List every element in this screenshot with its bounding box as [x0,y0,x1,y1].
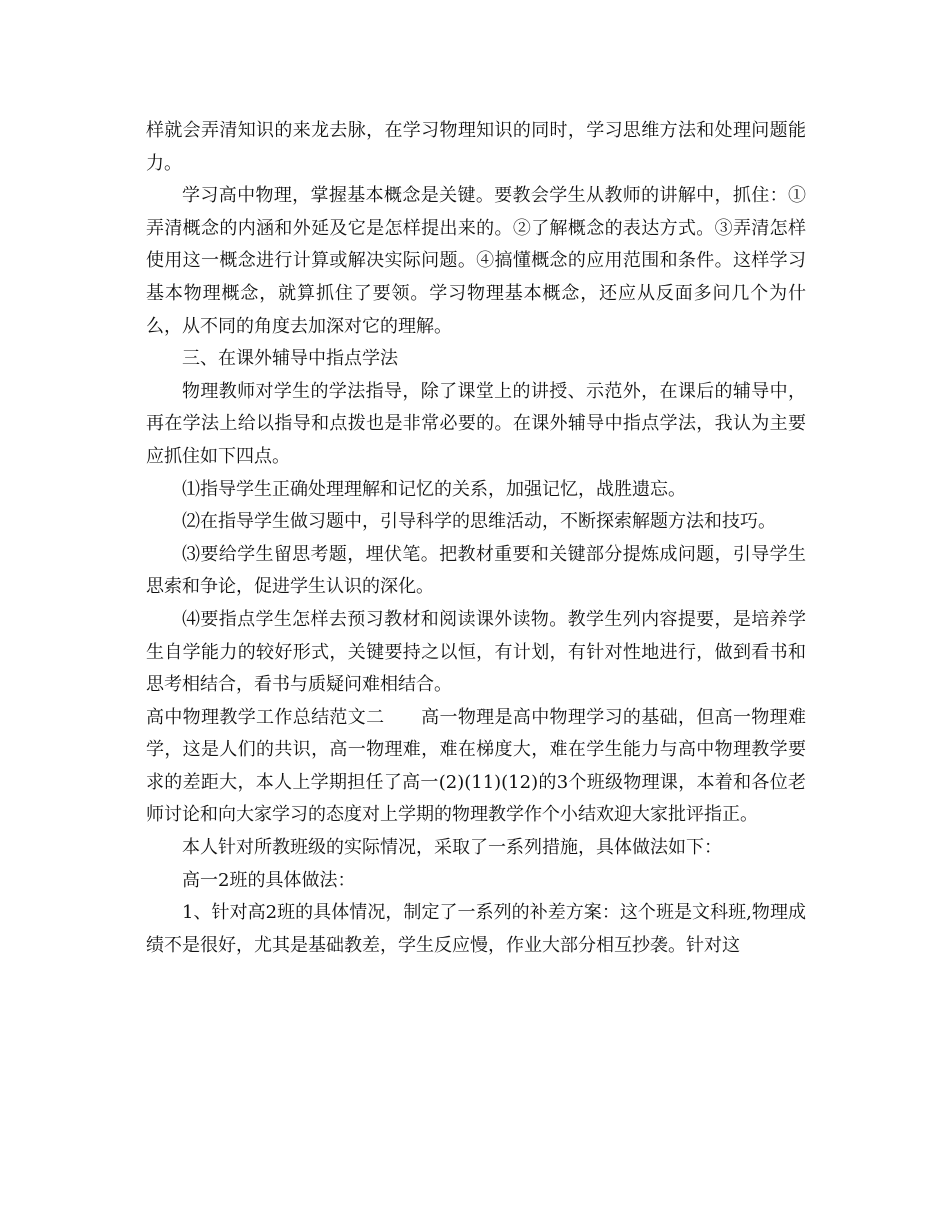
paragraph-measures: 本人针对所教班级的实际情况，采取了一系列措施，具体做法如下： [182,837,722,859]
paragraph-2: 学习高中物理，掌握基本概念是关键。要教会学生从教师的讲解中，抓住：①弄清概念的内涵和外延及它是怎样提出来的。②了解概念的表达方式。③弄清怎样使用这一概念进行计算或解决实际问题。④搞懂概念的应用范围和条件。这样学习基本物理概念，就算抓住了要领。学习物理基本概念，还应从反面多问几个为什么，从不同的角度去加深对它的理解。 [146,185,806,337]
list-item-1: ⑴指导学生正确处理理解和记忆的关系，加强记忆，战胜遗忘。 [182,478,686,500]
document-page [146,115,806,962]
paragraph-class-2-heading: 高一2班的具体做法： [182,869,356,891]
paragraph-class-2-item-1: 1、针对高2班的具体情况，制定了一系列的补差方案：这个班是文科班,物理成绩不是很好，尤其是基础教差，学生反应慢，作业大部分相互抄袭。针对这 [146,902,806,956]
list-item-4: ⑷要指点学生怎样去预习教材和阅读课外读物。教学生列内容提要，是培养学生自学能力的较好形式，关键要持之以恒，有计划，有针对性地进行，做到看书和思考相结合，看书与质疑问难相结合。 [146,608,806,696]
paragraph-4: 物理教师对学生的学法指导，除了课堂上的讲授、示范外，在课后的辅导中，再在学法上给以指导和点拨也是非常必要的。在课外辅导中指点学法，我认为主要应抓住如下四点。 [146,380,806,467]
list-item-2: ⑵在指导学生做习题中，引导科学的思维活动，不断探索解题方法和技巧。 [182,511,776,533]
list-item-3: ⑶要给学生留思考题，埋伏笔。把教材重要和关键部分提炼成问题，引导学生思索和争论，促进学生认识的深化。 [146,543,806,598]
section-heading-3: 三、在课外辅导中指点学法 [182,348,398,370]
paragraph-sample-two: 高中物理教学工作总结范文二 高一物理是高中物理学习的基础，但高一物理难学，这是人们的共识，高一物理难，难在梯度大，难在学生能力与高中物理教学要求的差距大，本人上学期担任了高一(2)(11)(12)的3个班级物理课，本着和各位老师讨论和向大家学习的态度对上学期的物理教学作个小结欢迎大家批评指正。 [146,706,806,826]
paragraph-1: 样就会弄清知识的来龙去脉，在学习物理知识的同时，学习思维方法和处理问题能力。 [146,120,806,174]
